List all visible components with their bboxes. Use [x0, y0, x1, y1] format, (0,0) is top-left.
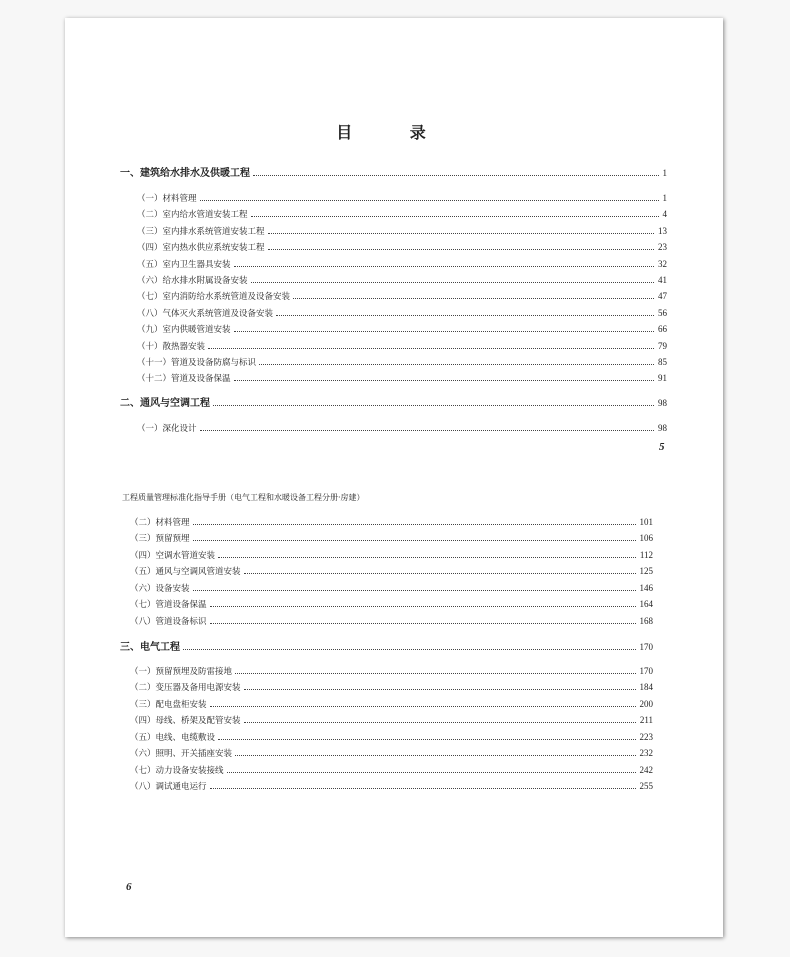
dot-leader	[218, 556, 636, 558]
toc-entry-label: （七）管道设备保温	[130, 600, 207, 610]
toc-entry-label: （一）预留预埋及防雷接地	[130, 667, 233, 677]
dot-leader	[268, 248, 654, 250]
dot-leader	[183, 648, 636, 650]
toc-entry-label: （四）室内热水供应系统安装工程	[137, 243, 265, 253]
toc-entry-label: （二）室内给水管道安装工程	[137, 210, 248, 220]
toc-entry[interactable]	[137, 340, 667, 352]
toc-entry[interactable]	[137, 290, 667, 302]
dot-leader	[227, 771, 636, 773]
toc-entry-page: 242	[639, 765, 653, 775]
toc-entry-page: 98	[658, 398, 667, 408]
toc-entry[interactable]	[137, 208, 667, 220]
toc-entry-page: 23	[658, 242, 667, 252]
toc-entry-page: 56	[658, 308, 667, 318]
dot-leader	[276, 314, 654, 316]
dot-leader	[235, 672, 635, 674]
toc-entry[interactable]	[130, 698, 653, 710]
dot-leader	[234, 265, 654, 267]
dot-leader	[210, 787, 636, 789]
dot-leader	[251, 281, 654, 283]
toc-entry-page: 101	[639, 517, 653, 527]
toc-entry-label: （二）材料管理	[130, 518, 190, 528]
toc-entry[interactable]	[130, 714, 653, 726]
toc-entry-page: 79	[658, 341, 667, 351]
toc-entry-label: （三）配电盘柜安装	[130, 700, 207, 710]
toc-entry[interactable]	[137, 372, 667, 384]
toc-entry-page: 211	[639, 715, 653, 725]
toc-entry-label: （六）照明、开关插座安装	[130, 749, 233, 759]
toc-entry-page: 200	[639, 699, 653, 709]
toc-entry-page: 1	[662, 168, 667, 178]
toc-entry-page: 47	[658, 291, 667, 301]
toc-entry-page: 98	[658, 423, 667, 433]
dot-leader	[213, 404, 654, 406]
dot-leader	[244, 721, 636, 723]
toc-entry-label: （五）通风与空调风管道安装	[130, 567, 241, 577]
toc-entry-page: 41	[658, 275, 667, 285]
toc-entry[interactable]	[130, 747, 653, 759]
toc-entry-label: （十）散热器安装	[137, 342, 206, 352]
toc-section-entry[interactable]	[120, 167, 667, 179]
toc-entry[interactable]	[137, 307, 667, 319]
toc-entry-label: （九）室内供暖管道安装	[137, 325, 231, 335]
toc-entry-label: （八）管道设备标识	[130, 617, 207, 627]
toc-entry-label: （四）空调水管道安装	[130, 551, 216, 561]
dot-leader	[193, 589, 636, 591]
dot-leader	[234, 379, 654, 381]
toc-entry-page: 164	[639, 599, 653, 609]
toc-entry-label: （十一）管道及设备防腐与标识	[137, 358, 257, 368]
toc-entry-label: （六）设备安装	[130, 584, 190, 594]
dot-leader	[244, 688, 636, 690]
dot-leader	[193, 539, 636, 541]
toc-entry-page: 4	[662, 209, 667, 219]
toc-entry-page: 255	[639, 781, 653, 791]
dot-leader	[210, 622, 636, 624]
toc-entry[interactable]	[137, 192, 667, 204]
toc-entry-page: 106	[639, 533, 653, 543]
dot-leader	[268, 232, 654, 234]
dot-leader	[244, 572, 636, 574]
toc-entry-label: （十二）管道及设备保温	[137, 374, 231, 384]
toc-entry-page: 184	[639, 682, 653, 692]
toc-entry[interactable]	[130, 598, 653, 610]
dot-leader	[208, 347, 654, 349]
toc-entry-label: （三）室内排水系统管道安装工程	[137, 227, 265, 237]
toc-entry-page: 112	[639, 550, 653, 560]
dot-leader	[210, 705, 636, 707]
toc-entry[interactable]	[137, 422, 667, 434]
toc-entry-page: 170	[639, 666, 653, 676]
toc-entry[interactable]	[130, 582, 653, 594]
toc-entry-label: （四）母线、桥架及配管安装	[130, 716, 241, 726]
toc-entry[interactable]	[130, 532, 653, 544]
toc-entry-label: （八）调试通电运行	[130, 782, 207, 792]
toc-section-entry[interactable]	[120, 397, 667, 409]
toc-entry[interactable]	[130, 681, 653, 693]
dot-leader	[253, 174, 659, 176]
toc-entry-label: （六）给水排水附属设备安装	[137, 276, 248, 286]
toc-entry[interactable]	[130, 665, 653, 677]
dot-leader	[218, 738, 635, 740]
toc-entry-page: 168	[639, 616, 653, 626]
dot-leader	[235, 754, 635, 756]
page-number-6: 6	[126, 881, 132, 893]
page-number-5: 5	[659, 441, 665, 453]
dot-leader	[200, 429, 654, 431]
running-header: 工程质量管理标准化指导手册（电气工程和水暖设备工程分册·房建）	[122, 493, 365, 502]
document-page	[65, 18, 723, 937]
toc-entry[interactable]	[137, 258, 667, 270]
toc-entry[interactable]	[130, 549, 653, 561]
dot-leader	[293, 297, 654, 299]
toc-entry[interactable]	[130, 565, 653, 577]
toc-entry-page: 170	[639, 642, 653, 652]
toc-entry-page: 66	[658, 324, 667, 334]
toc-entry-label: 三、电气工程	[120, 642, 180, 653]
toc-entry-label: （五）电线、电缆敷设	[130, 733, 216, 743]
toc-entry[interactable]	[130, 731, 653, 743]
toc-entry-page: 1	[662, 193, 667, 203]
toc-entry-page: 146	[639, 583, 653, 593]
toc-entry-page: 125	[639, 566, 653, 576]
toc-entry-label: （三）预留预埋	[130, 534, 190, 544]
toc-entry-page: 32	[658, 259, 667, 269]
toc-entry[interactable]	[137, 241, 667, 253]
toc-entry-label: （一）深化设计	[137, 424, 197, 434]
toc-entry-label: （七）室内消防给水系统管道及设备安装	[137, 292, 291, 302]
toc-entry-page: 91	[658, 373, 667, 383]
toc-entry[interactable]	[130, 615, 653, 627]
toc-entry[interactable]	[130, 764, 653, 776]
dot-leader	[259, 363, 654, 365]
toc-section-entry[interactable]	[120, 641, 653, 653]
toc-entry-label: （二）变压器及备用电源安装	[130, 683, 241, 693]
toc-entry[interactable]	[130, 780, 653, 792]
toc-entry[interactable]	[137, 323, 667, 335]
dot-leader	[210, 605, 636, 607]
dot-leader	[193, 523, 636, 525]
toc-entry-page: 13	[658, 226, 667, 236]
toc-entry-label: 一、建筑给水排水及供暖工程	[120, 168, 250, 179]
toc-entry-label: （八）气体灭火系统管道及设备安装	[137, 309, 274, 319]
toc-entry[interactable]	[130, 516, 653, 528]
toc-entry-page: 223	[639, 732, 653, 742]
dot-leader	[234, 330, 654, 332]
toc-entry[interactable]	[137, 225, 667, 237]
toc-entry-label: （七）动力设备安装接线	[130, 766, 224, 776]
toc-entry-label: 二、通风与空调工程	[120, 398, 210, 409]
toc-entry-label: （五）室内卫生器具安装	[137, 260, 231, 270]
toc-entry[interactable]	[137, 356, 667, 368]
toc-entry-page: 232	[639, 748, 653, 758]
toc-entry[interactable]	[137, 274, 667, 286]
toc-title: 目 录	[336, 123, 452, 142]
toc-entry-label: （一）材料管理	[137, 194, 197, 204]
toc-entry-page: 85	[658, 357, 667, 367]
dot-leader	[251, 215, 659, 217]
dot-leader	[200, 199, 659, 201]
